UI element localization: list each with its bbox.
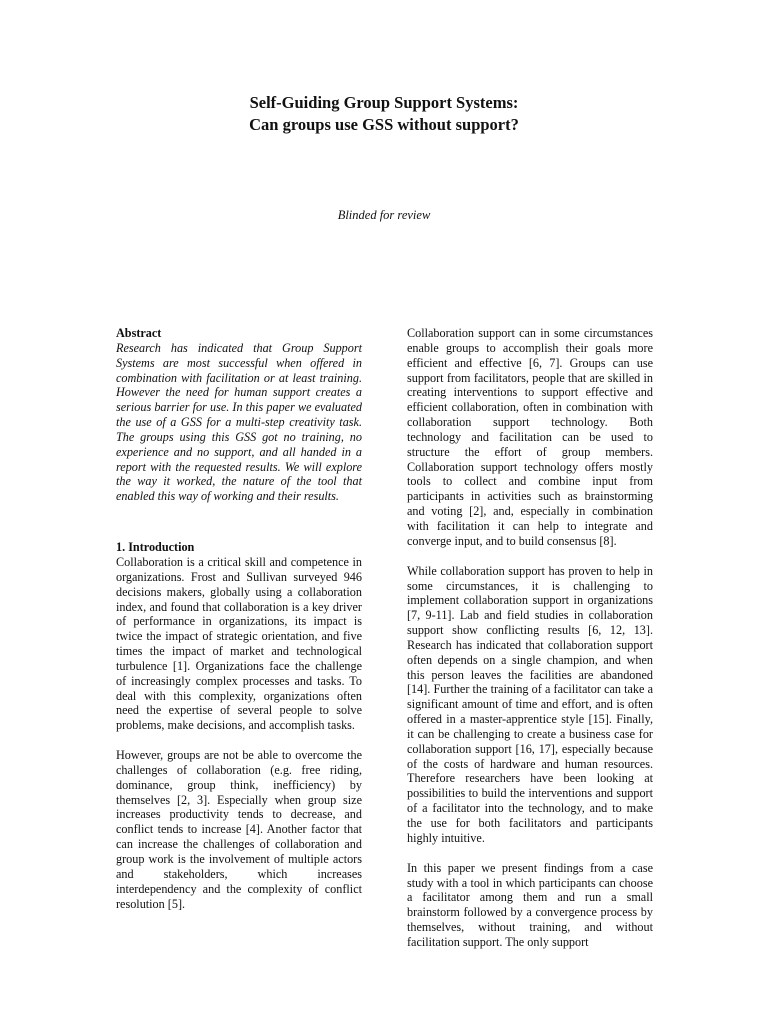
paper-title [0,92,768,136]
body-paragraph-1: Collaboration support can in some circumstances enable groups to accomplish their goals more efficient and effective [6, 7]. Groups can use support from facilitators, people that are skilled in creating interventions to support effective and efficient collaboration, often in combination with collaboration support technology. Both technology and facilitation can be used to structure the effort of group members. Collaboration support technology offers mostly tools to collect and combine input from participants in activities such as brainstorming and voting [2], and, especially in combination with facilitation it can help to integrate and converge input, and to build consensus [8]. [407,326,653,548]
abstract-text: Research has indicated that Group Support Systems are most successful when offered in combination with facilitation or at least training. However the need for human support creates a serious barrier for use. In this paper we evaluated the use of a GSS for a multi-step creativity task. The groups using this GSS got no training, no experience and no support, and all handed in a report with the requested results. We will explore the way it worked, the nature of the tool that enabled this way of working and their results. [116,340,362,504]
right-column [407,326,653,950]
title-line-1: Self-Guiding Group Support Systems: [249,93,519,112]
body-paragraph-2: While collaboration support has proven to help in some circumstances, it is challenging to implement collaboration support in organizations [7, 9-11]. Lab and field studies in collaboration support show conflicting results [6, 12, 13]. Research has indicated that collaboration support often depends on a single champion, and when this person leaves the facilities are abandoned [14]. Further the training of a facilitator can take a significant amount of time and effort, and is often offered in a master-apprentice style [15]. Finally, it can be challenging to create a business case for collaboration support [16, 17], especially because of the costs of hardware and human resources. Therefore researchers have been looking at possibilities to build the interventions and support of a facilitator into the technology, and to make the use for both facilitators and participants highly intuitive. [407,563,653,845]
body-paragraph-3: In this paper we present findings from a case study with a tool in which participants can choose a facilitator among them and run a small brainstorm followed by a convergence process by themselves, without training, and without facilitation support. The only support [407,860,653,949]
left-column [116,326,362,911]
abstract-heading: Abstract [116,326,162,340]
introduction-paragraph-2: However, groups are not be able to overcome the challenges of collaboration (e.g. free riding, dominance, group think, inefficiency) by themselves [2, 3]. Especially when group size increases productivity tends to decrease, and conflict tends to increase [4]. Another factor that can increase the challenges of collaboration and group work is the involvement of multiple actors and stakeholders, which increases interdependency and the complexity of conflict resolution [5]. [116,748,362,911]
introduction-paragraph-1: Collaboration is a critical skill and competence in organizations. Frost and Sullivan surveyed 946 decisions makers, globally using a collaboration index, and found that collaboration is a key driver of performance in organizations, its impact is twice the impact of strategic orientation, and five times the impact of market and technological turbulence [1]. Organizations face the challenge of increasingly complex processes and tasks. To deal with this complexity, organizations often need the expertise of several people to solve problems, make decisions, and accomplish tasks. [116,554,362,733]
author-line: Blinded for review [337,208,431,222]
introduction-heading: 1. Introduction [116,540,195,555]
title-line-2: Can groups use GSS without support? [249,115,519,134]
